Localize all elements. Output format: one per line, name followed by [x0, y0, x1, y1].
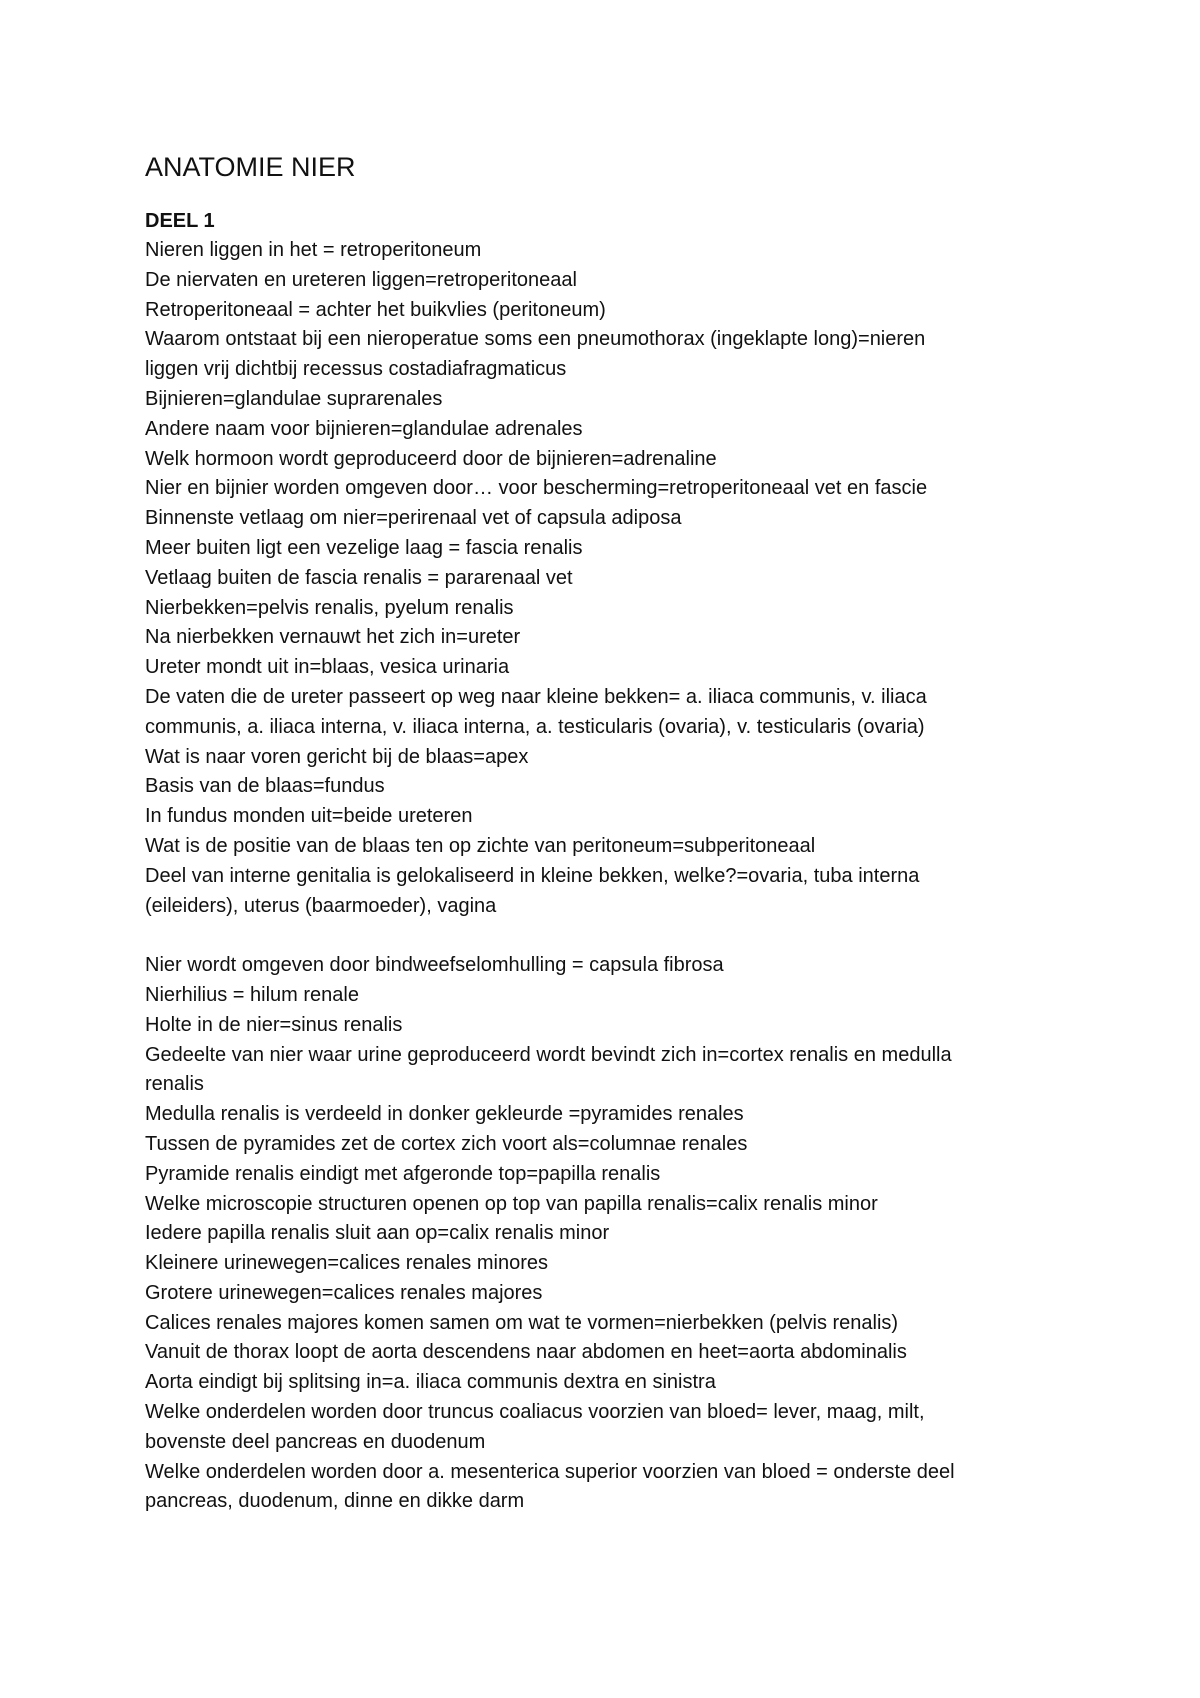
text-line: Andere naam voor bijnieren=glandulae adrenales [145, 417, 583, 440]
text-line: Vanuit de thorax loopt de aorta descendens naar abdomen en heet=aorta abdominalis [145, 1341, 907, 1364]
text-line: Pyramide renalis eindigt met afgeronde top=papilla renalis [145, 1162, 661, 1185]
text-line: In fundus monden uit=beide ureteren [145, 805, 473, 828]
section-heading: DEEL 1 [145, 210, 215, 232]
text-line: liggen vrij dichtbij recessus costadiafragmaticus [145, 358, 567, 381]
text-line: communis, a. iliaca interna, v. iliaca interna, a. testicularis (ovaria), v. testicularis (ovaria) [145, 715, 925, 738]
text-line: Meer buiten ligt een vezelige laag = fascia renalis [145, 536, 583, 559]
text-line: Binnenste vetlaag om nier=perirenaal vet of capsula adiposa [145, 507, 682, 530]
paragraph-spacer [145, 921, 1065, 951]
text-line: Waarom ontstaat bij een nieroperatue soms een pneumothorax (ingeklapte long)=nieren [145, 328, 926, 351]
text-line: Deel van interne genitalia is gelokaliseerd in kleine bekken, welke?=ovaria, tuba interna [145, 864, 920, 887]
text-line: Welke onderdelen worden door truncus coaliacus voorzien van bloed= lever, maag, milt, [145, 1401, 925, 1424]
text-line: pancreas, duodenum, dinne en dikke darm [145, 1490, 525, 1513]
text-line: Wat is naar voren gericht bij de blaas=apex [145, 745, 529, 768]
text-block-part2 [145, 951, 1065, 1517]
text-line: Nier en bijnier worden omgeven door… voor bescherming=retroperitoneaal vet en fascie [145, 477, 928, 500]
text-block-part1 [145, 236, 1065, 921]
text-line: Welke microscopie structuren openen op top van papilla renalis=calix renalis minor [145, 1192, 878, 1215]
text-line: Basis van de blaas=fundus [145, 775, 385, 798]
text-line: Kleinere urinewegen=calices renales minores [145, 1252, 548, 1275]
text-line: renalis [145, 1073, 204, 1096]
text-line: Nier wordt omgeven door bindweefselomhulling = capsula fibrosa [145, 954, 724, 977]
text-line: Nieren liggen in het = retroperitoneum [145, 239, 482, 261]
text-line: Calices renales majores komen samen om wat te vormen=nierbekken (pelvis renalis) [145, 1311, 899, 1334]
text-line: De vaten die de ureter passeert op weg naar kleine bekken= a. iliaca communis, v. iliaca [145, 685, 927, 708]
text-line: Welke onderdelen worden door a. mesenterica superior voorzien van bloed = onderste deel [145, 1460, 955, 1483]
text-line: De niervaten en ureteren liggen=retroperitoneaal [145, 268, 577, 291]
text-line: Bijnieren=glandulae suprarenales [145, 387, 443, 410]
text-line: Holte in de nier=sinus renalis [145, 1013, 403, 1036]
text-line: Nierhilius = hilum renale [145, 983, 359, 1006]
text-line: Iedere papilla renalis sluit aan op=calix renalis minor [145, 1222, 610, 1245]
text-line: Vetlaag buiten de fascia renalis = pararenaal vet [145, 566, 573, 589]
text-line: Aorta eindigt bij splitsing in=a. iliaca communis dextra en sinistra [145, 1371, 716, 1394]
text-line: bovenste deel pancreas en duodenum [145, 1430, 486, 1453]
text-line: Tussen de pyramides zet de cortex zich voort als=columnae renales [145, 1132, 748, 1155]
document-title: ANATOMIE NIER [145, 152, 356, 182]
document-content [145, 150, 1065, 1517]
text-line: Medulla renalis is verdeeld in donker gekleurde =pyramides renales [145, 1103, 744, 1126]
text-line: (eileiders), uterus (baarmoeder), vagina [145, 894, 497, 917]
text-line: Wat is de positie van de blaas ten op zichte van peritoneum=subperitoneaal [145, 834, 816, 857]
text-line: Retroperitoneaal = achter het buikvlies (peritoneum) [145, 298, 606, 321]
text-line: Welk hormoon wordt geproduceerd door de bijnieren=adrenaline [145, 447, 717, 470]
text-line: Na nierbekken vernauwt het zich in=ureter [145, 626, 521, 649]
text-line: Nierbekken=pelvis renalis, pyelum renalis [145, 596, 514, 619]
text-line: Ureter mondt uit in=blaas, vesica urinaria [145, 656, 510, 679]
text-line: Gedeelte van nier waar urine geproduceerd wordt bevindt zich in=cortex renalis en medulla [145, 1043, 952, 1066]
text-line: Grotere urinewegen=calices renales majores [145, 1281, 543, 1304]
